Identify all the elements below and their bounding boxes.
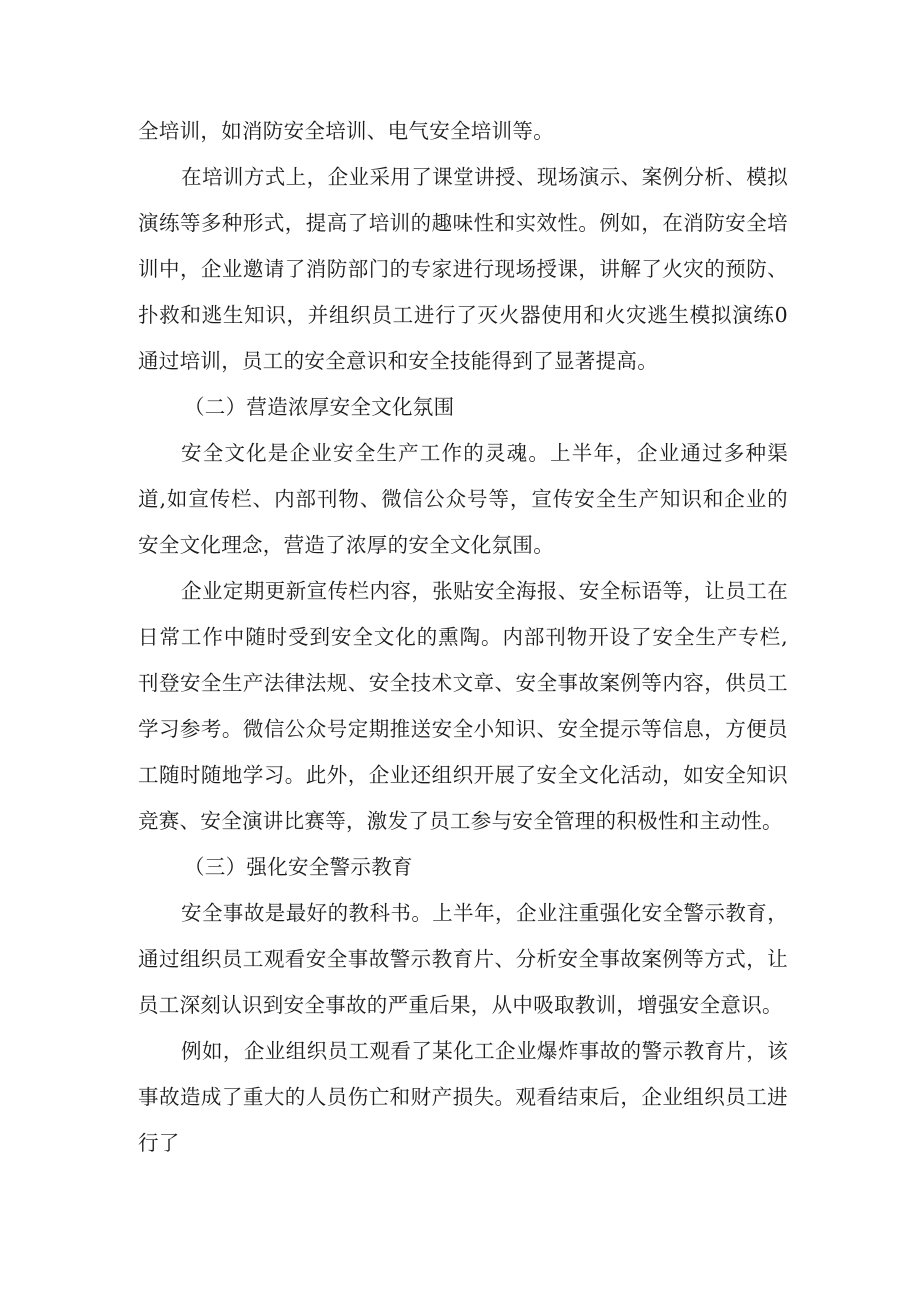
document-body [138, 108, 788, 1166]
paragraph-training-methods: 在培训方式上，企业采用了课堂讲授、现场演示、案例分析、模拟演练等多种形式，提高了培训的趣味性和实效性。例如，在消防安全培训中，企业邀请了消防部门的专家进行现场授课，讲解了火灾的预防、扑救和逃生知识，并组织员工进行了灭火器使用和火灾逃生模拟演练0通过培训，员工的安全意识和安全技能得到了显著提高。 [138, 165, 788, 373]
paragraph-safety-culture-intro: 安全文化是企业安全生产工作的灵魂。上半年，企业通过多种渠道,如宣传栏、内部刊物、微信公众号等，宣传安全生产知识和企业的安全文化理念，营造了浓厚的安全文化氛围。 [138, 441, 788, 557]
section-heading-warning-education: （三）强化安全警示教育 [184, 855, 413, 879]
paragraph-warning-education-intro: 安全事故是最好的教科书。上半年，企业注重强化安全警示教育，通过组织员工观看安全事故警示教育片、分析安全事故案例等方式，让员工深刻认识到安全事故的严重后果，从中吸取教训，增强安全意识。 [138, 901, 788, 1017]
paragraph-continuation: 全培训，如消防安全培训、电气安全培训等。 [138, 119, 554, 143]
paragraph-warning-education-example: 例如，企业组织员工观看了某化工企业爆炸事故的警示教育片，该事故造成了重大的人员伤亡和财产损失。观看结束后，企业组织员工进行了 [138, 1039, 788, 1155]
section-heading-safety-culture: （二）营造浓厚安全文化氛围 [184, 395, 455, 419]
paragraph-safety-culture-activities: 企业定期更新宣传栏内容，张贴安全海报、安全标语等，让员工在日常工作中随时受到安全文化的熏陶。内部刊物开设了安全生产专栏,刊登安全生产法律法规、安全技术文章、安全事故案例等内容，供员工学习参考。微信公众号定期推送安全小知识、安全提示等信息，方便员工随时随地学习。此外，企业还组织开展了安全文化活动，如安全知识竞赛、安全演讲比赛等，激发了员工参与安全管理的积极性和主动性。 [138, 579, 788, 833]
